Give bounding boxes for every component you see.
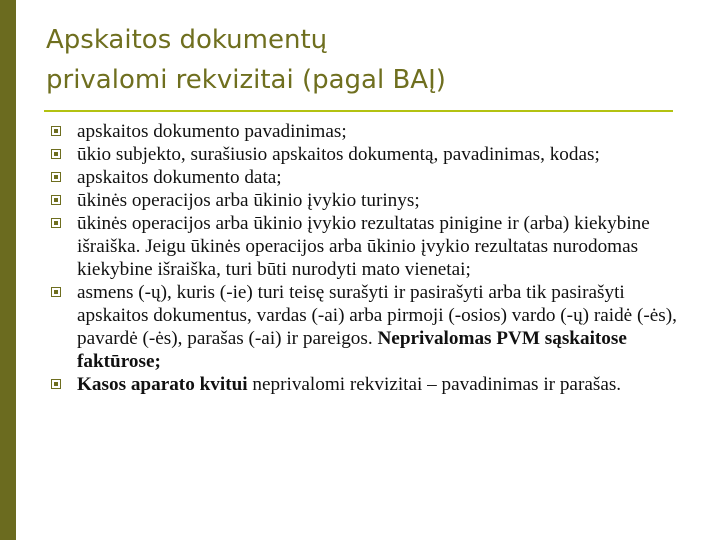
slide-title-line-1: Apskaitos dokumentų: [46, 25, 328, 55]
square-bullet-icon: [51, 379, 61, 389]
list-item-text: ūkinės operacijos arba ūkinio įvykio rezultatas pinigine ir (arba) kiekybine išraiška. Jeigu ūkinės operacijos arba ūkinio įvykio rezultatas nurodomas kiekybine išraiška, turi būti nurodyti mato vienetai;: [77, 213, 650, 280]
list-item-text: apskaitos dokumento pavadinimas;: [77, 121, 347, 142]
list-item-entity-name: [46, 143, 696, 166]
list-item-document-name: [46, 120, 696, 143]
slide-title-line-2: privalomi rekvizitai (pagal BAĮ): [46, 65, 446, 95]
list-item-cash-register-receipt: [46, 373, 696, 396]
list-item-text: apskaitos dokumento data;: [77, 167, 282, 188]
list-item-signatories: [46, 281, 696, 373]
list-item-text: asmens (-ų), kuris (-ie) turi teisę surašyti ir pasirašyti arba tik pasirašyti apskaitos dokumentus, vardas (-ai) arba pirmoji (-osios) vardo (-ų) raidė (-ės), pavardė (-ės), parašas (-ai) ir pareigos.: [77, 282, 677, 349]
requisites-list: [46, 120, 696, 396]
square-bullet-icon: [51, 126, 61, 136]
square-bullet-icon: [51, 172, 61, 182]
slide-title: [46, 20, 686, 100]
vat-invoice-note: Neprivalomas PVM sąskaitose faktūrose;: [77, 328, 627, 372]
list-item-text: ūkinės operacijos arba ūkinio įvykio turinys;: [77, 190, 420, 211]
list-item-document-date: [46, 166, 696, 189]
square-bullet-icon: [51, 195, 61, 205]
square-bullet-icon: [51, 149, 61, 159]
cash-register-receipt-label: Kasos aparato kvitui: [77, 374, 248, 395]
left-accent-bar: [0, 0, 16, 540]
square-bullet-icon: [51, 218, 61, 228]
list-item-text: neprivalomi rekvizitai – pavadinimas ir parašas.: [247, 374, 622, 395]
title-underline: [44, 110, 673, 112]
list-item-text: ūkio subjekto, surašiusio apskaitos dokumentą, pavadinimas, kodas;: [77, 144, 600, 165]
list-item-operation-content: [46, 189, 696, 212]
list-item-operation-result: [46, 212, 696, 281]
square-bullet-icon: [51, 287, 61, 297]
